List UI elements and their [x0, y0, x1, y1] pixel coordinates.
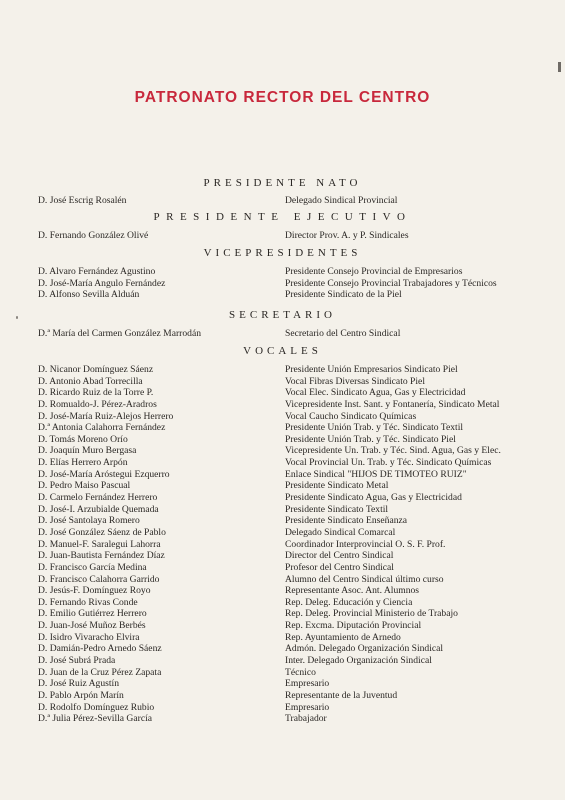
list-item: [0, 713, 565, 725]
member-name: D. Damián-Pedro Arnedo Sáenz: [38, 643, 162, 655]
list-item: [0, 643, 565, 655]
member-name: D.ª Julia Pérez-Sevilla García: [38, 713, 152, 725]
scan-speck: [16, 316, 18, 319]
member-name: D. Alvaro Fernández Agustino: [38, 266, 156, 277]
list-item: [0, 399, 565, 411]
page-title: PATRONATO RECTOR DEL CENTRO: [134, 89, 431, 106]
list-item: [0, 667, 565, 679]
list-item: [0, 457, 565, 469]
member-role: Inter. Delegado Organización Sindical: [285, 655, 432, 667]
member-name: D. Antonio Abad Torrecilla: [38, 375, 143, 387]
list-item: [0, 690, 565, 702]
list-item: [0, 434, 565, 446]
member-name: D. Elías Herrero Arpón: [38, 457, 128, 469]
member-name: D. José Subrá Prada: [38, 655, 116, 667]
vocales-list: [0, 364, 565, 725]
list-item: [0, 678, 565, 690]
list-item: [0, 445, 565, 457]
member-role: Vocal Caucho Sindicato Químicas: [285, 410, 417, 422]
member-name: D. Manuel-F. Saralegui Lahorra: [38, 538, 161, 550]
member-role: Vicepresidente Inst. Sant. y Fontanería, Sindicato Metal: [285, 398, 500, 410]
vicepresidentes-list: [0, 266, 565, 301]
member-name: D. José-María Aróstegui Ezquerro: [38, 468, 170, 480]
heading-presidente-ejecutivo: PRESIDENTE EJECUTIVO: [153, 211, 412, 223]
list-item: [0, 585, 565, 597]
list-item: [0, 278, 565, 290]
member-name: D. Juan-Bautista Fernández Díaz: [38, 550, 165, 562]
list-item: [0, 655, 565, 667]
list-item: [0, 539, 565, 551]
member-role: Admón. Delegado Organización Sindical: [285, 643, 444, 655]
heading-vicepresidentes: VICEPRESIDENTES: [203, 247, 362, 259]
member-role: Presidente Sindicato Agua, Gas y Electricidad: [285, 492, 462, 504]
member-role: Vocal Fibras Diversas Sindicato Piel: [285, 375, 425, 387]
member-role: Rep. Deleg. Educación y Ciencia: [285, 596, 413, 608]
member-name: D. José Ruiz Agustín: [38, 678, 120, 690]
heading-vocales: VOCALES: [243, 345, 322, 357]
member-role: Rep. Ayuntamiento de Arnedo: [285, 631, 401, 643]
member-role: Presidente Consejo Provincial Trabajadores y Técnicos: [285, 277, 497, 289]
member-name: D. José Santolaya Romero: [38, 515, 140, 527]
list-item: [0, 422, 565, 434]
member-role: Empresario: [285, 678, 330, 690]
member-name: D. Joaquín Muro Bergasa: [38, 445, 137, 457]
member-name: D. Rodolfo Domínguez Rubio: [38, 701, 155, 713]
list-item: [0, 550, 565, 562]
member-name: D. Carmelo Fernández Herrero: [38, 492, 158, 504]
list-item: [0, 562, 565, 574]
member-role: Técnico: [285, 666, 316, 678]
member-name: D. Pablo Arpón Marín: [38, 689, 124, 701]
heading-presidente-nato: PRESIDENTE NATO: [203, 177, 362, 189]
presidente-ejecutivo-role: Director Prov. A. y P. Sindicales: [285, 230, 409, 241]
member-name: D. Francisco Calahorra Garrido: [38, 573, 160, 585]
list-item: [0, 469, 565, 481]
member-name: D.ª Antonia Calahorra Fernández: [38, 422, 166, 434]
member-role: Director del Centro Sindical: [285, 550, 394, 562]
list-item: [0, 702, 565, 714]
list-item: [0, 527, 565, 539]
member-role: Presidente Unión Empresarios Sindicato Piel: [285, 364, 458, 375]
presidente-nato-role: Delegado Sindical Provincial: [285, 195, 398, 206]
list-item: [0, 597, 565, 609]
member-name: D. José-María Angulo Fernández: [38, 277, 166, 289]
list-item: [0, 411, 565, 423]
member-name: D. José-María Ruiz-Alejos Herrero: [38, 410, 174, 422]
list-item: [0, 632, 565, 644]
list-item: [0, 266, 565, 278]
list-item: [0, 387, 565, 399]
member-role: Presidente Sindicato de la Piel: [285, 289, 402, 301]
secretario-role: Secretario del Centro Sindical: [285, 328, 401, 339]
member-name: D. Francisco García Medina: [38, 561, 147, 573]
presidente-nato-name: D. José Escrig Rosalén: [38, 195, 127, 206]
list-item: [0, 620, 565, 632]
member-role: Rep. Excma. Diputación Provincial: [285, 620, 422, 632]
member-name: D. Tomás Moreno Orío: [38, 433, 128, 445]
member-role: Empresario: [285, 701, 330, 713]
member-role: Trabajador: [285, 713, 327, 725]
list-item: [0, 515, 565, 527]
member-role: Rep. Deleg. Provincial Ministerio de Trabajo: [285, 608, 458, 620]
list-item: [0, 504, 565, 516]
member-name: D. Nicanor Domínguez Sáenz: [38, 364, 154, 375]
list-item: [0, 289, 565, 301]
member-role: Presidente Sindicato Metal: [285, 480, 389, 492]
list-item: [0, 574, 565, 586]
member-role: Presidente Unión Trab. y Téc. Sindicato Piel: [285, 433, 456, 445]
member-role: Presidente Sindicato Enseñanza: [285, 515, 408, 527]
member-role: Profesor del Centro Sindical: [285, 561, 394, 573]
member-name: D. Ricardo Ruiz de la Torre P.: [38, 387, 154, 399]
member-role: Enlace Sindical "HIJOS DE TIMOTEO RUIZ": [285, 468, 467, 480]
member-role: Vocal Elec. Sindicato Agua, Gas y Electricidad: [285, 387, 466, 399]
member-role: Alumno del Centro Sindical último curso: [285, 573, 444, 585]
member-role: Delegado Sindical Comarcal: [285, 526, 396, 538]
member-name: D. Pedro Maiso Pascual: [38, 480, 131, 492]
member-name: D. Juan-José Muñoz Berbés: [38, 620, 146, 632]
member-name: D. José-I. Arzubialde Quemada: [38, 503, 159, 515]
list-item: [0, 376, 565, 388]
member-name: D. Emilio Gutiérrez Herrero: [38, 608, 147, 620]
member-role: Representante de la Juventud: [285, 689, 398, 701]
member-name: D. Isidro Vivaracho Elvira: [38, 631, 140, 643]
list-item: [0, 364, 565, 376]
scan-edge-mark: [558, 62, 561, 72]
member-role: Presidente Consejo Provincial de Empresarios: [285, 266, 463, 277]
member-name: D. Alfonso Sevilla Alduán: [38, 289, 140, 301]
member-name: D. Juan de la Cruz Pérez Zapata: [38, 666, 162, 678]
list-item: [0, 480, 565, 492]
list-item: [0, 492, 565, 504]
member-name: D. Fernando Rivas Conde: [38, 596, 138, 608]
list-item: [0, 608, 565, 620]
secretario-name: D.ª María del Carmen González Marrodán: [38, 328, 202, 339]
member-role: Representante Asoc. Ant. Alumnos: [285, 585, 420, 597]
member-role: Presidente Sindicato Textil: [285, 503, 389, 515]
member-name: D. Romualdo-J. Pérez-Aradros: [38, 398, 157, 410]
presidente-ejecutivo-name: D. Fernando González Olivé: [38, 230, 149, 241]
member-role: Vicepresidente Un. Trab. y Téc. Sind. Agua, Gas y Elec.: [285, 445, 501, 457]
member-name: D. Jesús-F. Domínguez Royo: [38, 585, 151, 597]
member-role: Coordinador Interprovincial O. S. F. Prof.: [285, 538, 446, 550]
member-role: Vocal Provincial Un. Trab. y Téc. Sindicato Químicas: [285, 457, 492, 469]
heading-secretario: SECRETARIO: [229, 309, 336, 321]
member-name: D. José González Sáenz de Pablo: [38, 526, 166, 538]
member-role: Presidente Unión Trab. y Téc. Sindicato Textil: [285, 422, 464, 434]
